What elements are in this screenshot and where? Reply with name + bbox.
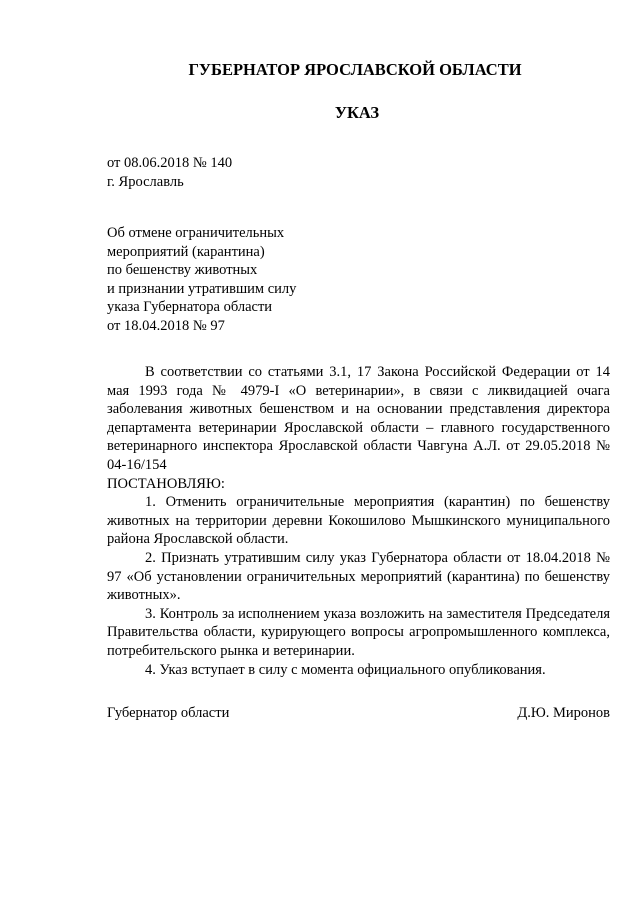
document-subject bbox=[107, 224, 296, 336]
signatory-position: Губернатор области bbox=[107, 705, 230, 721]
subject-line: по бешенству животных bbox=[107, 262, 258, 279]
document-meta bbox=[107, 154, 232, 192]
subject-line: от 18.04.2018 № 97 bbox=[107, 317, 225, 334]
subject-line: указа Губернатора области bbox=[107, 299, 273, 316]
decree-item: 2. Признать утратившим силу указ Губернатора области от 18.04.2018 № 97 «Об установлении ограничительных мероприятий (карантина) по бешенству животных». bbox=[107, 549, 610, 604]
subject-line: Об отмене ограничительных bbox=[107, 225, 285, 241]
decree-item: 3. Контроль за исполнением указа возложить на заместителя Председателя Правительства области, курирующего вопросы агропромышленного комплекса, потребительского рынка и ветеринарии. bbox=[107, 605, 610, 659]
subject-line: и признании утратившим силу bbox=[107, 280, 297, 297]
subject-line: мероприятий (карантина) bbox=[107, 243, 265, 260]
decree-word: ПОСТАНОВЛЯЮ: bbox=[107, 475, 225, 492]
decree-item: 4. Указ вступает в силу с момента официального опубликования. bbox=[145, 661, 546, 678]
signatory-name: Д.Ю. Миронов bbox=[517, 705, 610, 721]
preamble-paragraph: В соответствии со статьями 3.1, 17 Закона Российской Федерации от 14 мая 1993 года № 4979-I «О ветеринарии», в связи с ликвидацией очага заболевания животных бешенством и на основании представления директора департамента ветеринарии Ярославской области – главного государственного ветеринарного инспектора Ярославской области Чавгуна А.Л. от 29.05.2018 № 04-16/154 bbox=[107, 364, 610, 473]
signature-block bbox=[107, 705, 610, 722]
document-type: УКАЗ bbox=[334, 103, 380, 122]
document-body bbox=[107, 363, 610, 679]
authority-title: ГУБЕРНАТОР ЯРОСЛАВСКОЙ ОБЛАСТИ bbox=[188, 60, 522, 79]
date-number: от 08.06.2018 № 140 bbox=[107, 155, 233, 171]
city: г. Ярославль bbox=[107, 174, 184, 190]
decree-item: 1. Отменить ограничительные мероприятия (карантин) по бешенству животных на территории деревни Кокошилово Мышкинского муниципального района Ярославской области. bbox=[107, 494, 610, 548]
